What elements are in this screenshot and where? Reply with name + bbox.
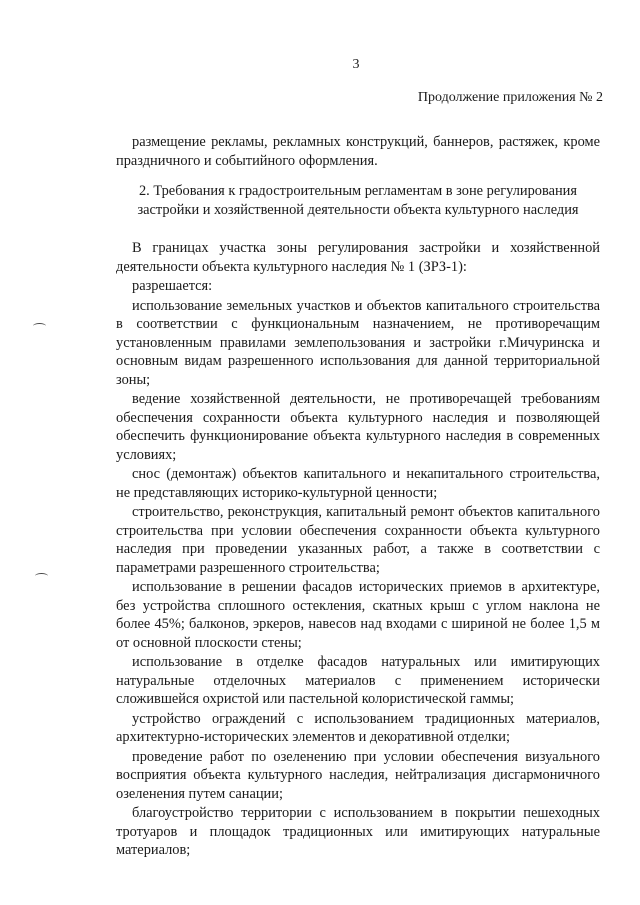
main-text-block: [116, 239, 600, 861]
paragraph-allowed-heading: разрешается:: [132, 278, 213, 294]
section-heading: 2. Требования к градостроительным регламентам в зоне регулирования застройки и хозяйственной деятельности объекта культурного наследия: [137, 183, 579, 218]
paragraph-fences: устройство ограждений с использованием традиционных материалов, архитектурно-исторических элементов и декоративной отделки;: [116, 710, 600, 745]
paragraph-economic-activity: ведение хозяйственной деятельности, не противоречащей требованиям обеспечения сохранности объекта культурного наследия и позволяющей обеспечить функционирование объекта культурного наследия в современных условиях;: [116, 391, 600, 463]
paragraph-construction: строительство, реконструкция, капитальный ремонт объектов капитального строительства при условии обеспечения сохранности объекта культурного наследия при проведении указанных работ, а также в соответствии с параметрами разрешенного строительства;: [116, 504, 600, 576]
paragraph-landscaping: проведение работ по озеленению при условии обеспечения визуального восприятия объекта культурного наследия, нейтрализация дисгармоничного озеленения путем санации;: [116, 748, 600, 802]
hole-punch-mark: [33, 323, 46, 329]
intro-paragraph: размещение рекламы, рекламных конструкций, баннеров, растяжек, кроме праздничного и событийного оформления.: [116, 134, 600, 169]
paragraph-zone-intro: В границах участка зоны регулирования застройки и хозяйственной деятельности объекта культурного наследия № 1 (ЗРЗ-1):: [116, 240, 600, 275]
hole-punch-mark: [35, 573, 48, 579]
paragraph-finishing: использование в отделке фасадов натуральных или имитирующих натуральные отделочных материалов с применением исторически сложившейся охристой или пастельной колористической гаммы;: [116, 654, 600, 707]
paragraph-demolition: снос (демонтаж) объектов капитального и некапитального строительства, не представляющих историко-культурной ценности;: [116, 466, 600, 501]
appendix-continuation-label: Продолжение приложения № 2: [417, 90, 603, 105]
intro-block: [116, 133, 600, 170]
paragraph-land-use: использование земельных участков и объектов капитального строительства в соответствии с функциональным назначением, не противоречащим установленным правилами землепользования и застройки г.Мичуринска и основным видам разрешенного использования для данной территориальной зоны;: [116, 297, 600, 388]
page-number: 3: [352, 57, 360, 72]
paragraph-facades: использование в решении фасадов исторических приемов в архитектуре, без устройства сплошного остекления, скатных крыш с углом наклона не более 45%; балконов, эркеров, навесов над входами с шириной не более 1,5 м от основной плоскости стены;: [116, 579, 600, 651]
paragraph-improvement: благоустройство территории с использованием в покрытии пешеходных тротуаров и площадок традиционных или имитирующих натуральные материалов;: [116, 805, 600, 858]
